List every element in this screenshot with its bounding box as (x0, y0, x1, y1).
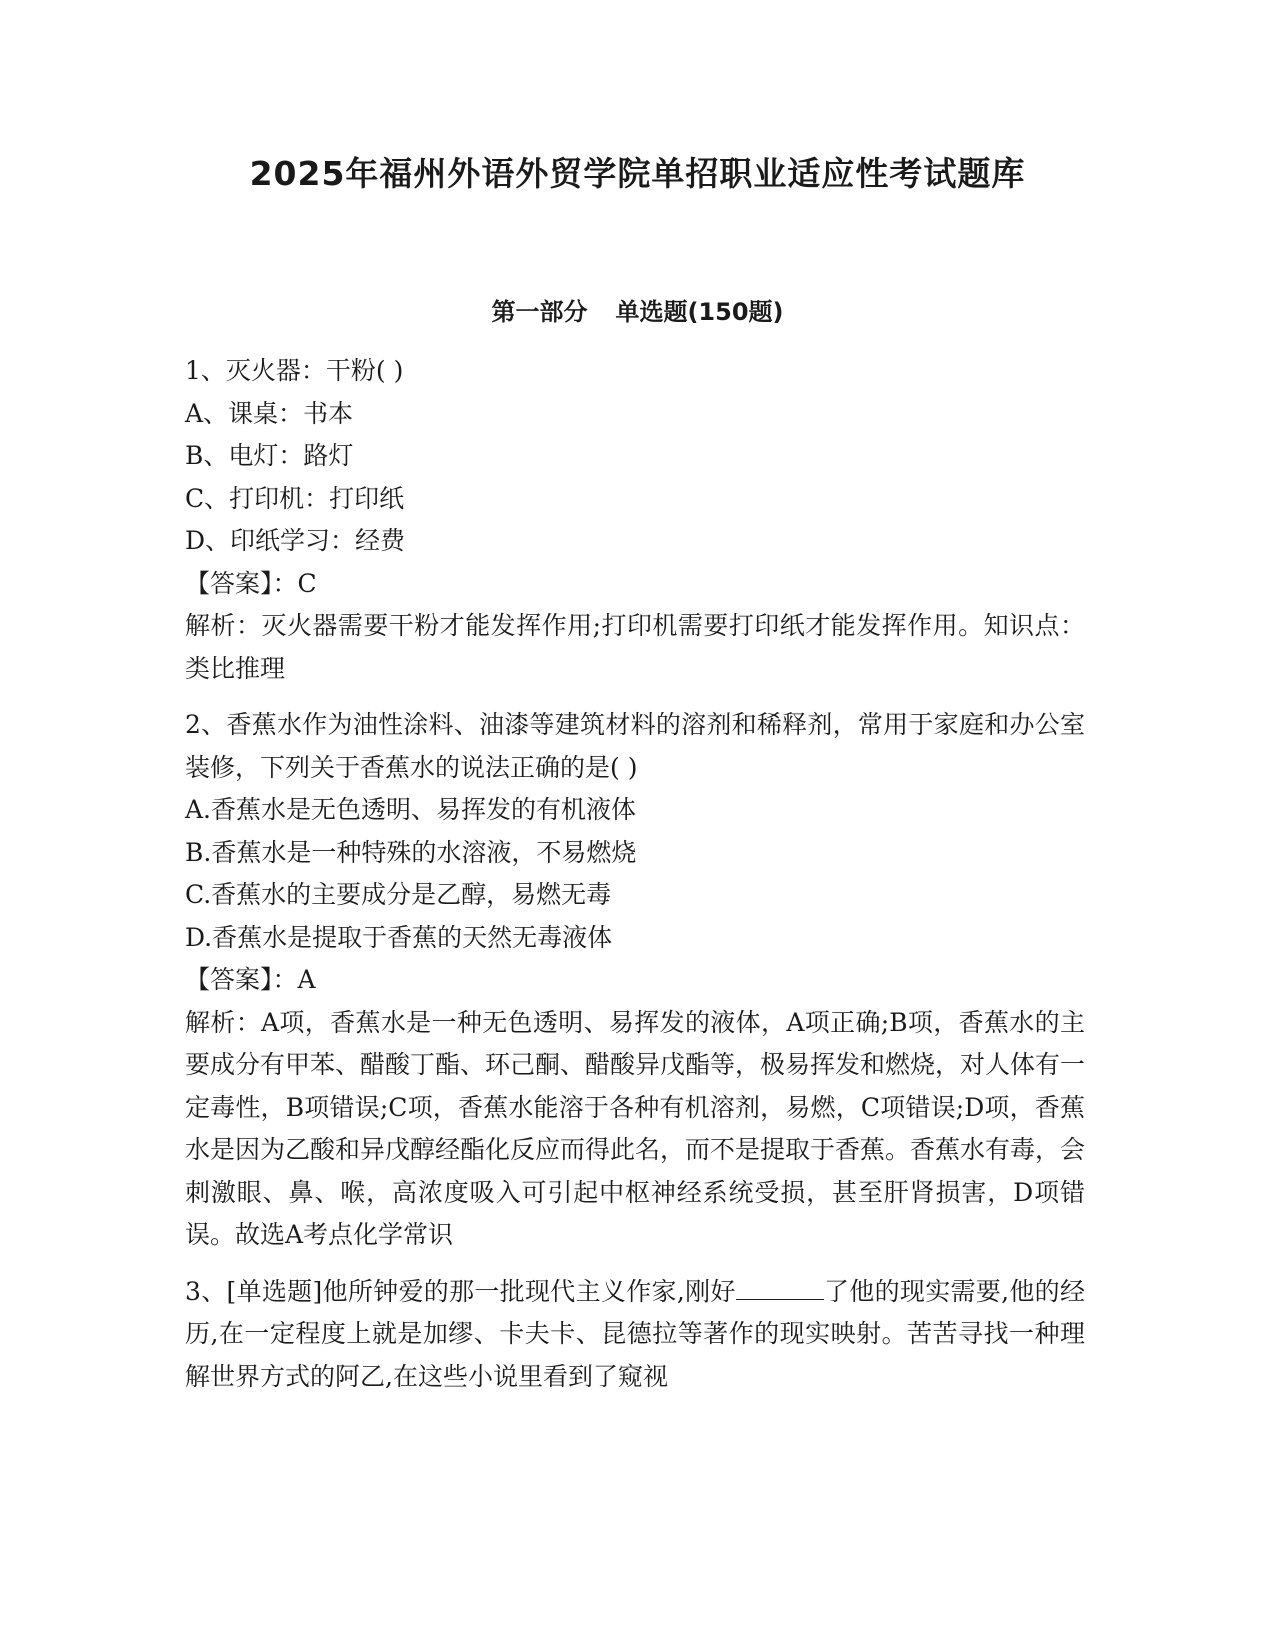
question-2 (185, 704, 1085, 1257)
fill-in-blank (736, 1277, 824, 1300)
stem-after-blank: 了他的现实需要,他的经历,在一定程度上就是加缪、卡夫卡、昆德拉等著作的现实映射。苦苦寻找一种理解世界方式的阿乙,在这些小说里看到了窥视 (185, 1276, 1085, 1391)
option-b: B、电灯：路灯 (185, 441, 354, 470)
analysis: 解析：A项，香蕉水是一种无色透明、易挥发的液体，A项正确;B项，香蕉水的主要成分有甲苯、醋酸丁酯、环己酮、醋酸异戊酯等，极易挥发和燃烧，对人体有一定毒性，B项错误;C项，香蕉水能溶于各种有机溶剂，易燃，C项错误;D项，香蕉水是因为乙酸和异戊醇经酯化反应而得此名，而不是提取于香蕉。香蕉水有毒，会刺激眼、鼻、喉，高浓度吸入可引起中枢神经系统受损，甚至肝肾损害，D项错误。故选A考点化学常识 (185, 1007, 1086, 1249)
stem-before-blank: 3、[单选题]他所钟爱的那一批现代主义作家,刚好 (185, 1276, 736, 1306)
section-heading (0, 292, 1275, 327)
section-name: 单选题(150题) (615, 298, 784, 326)
section-part: 第一部分 (491, 298, 588, 326)
document-title: 2025年福州外语外贸学院单招职业适应性考试题库 (249, 154, 1026, 193)
question-1 (185, 350, 1085, 690)
option-d: D、印纸学习：经费 (185, 526, 406, 555)
analysis: 解析：灭火器需要干粉才能发挥作用;打印机需要打印纸才能发挥作用。知识点：类比推理 (185, 611, 1085, 683)
option-c: C.香蕉水的主要成分是乙醇，易燃无毒 (185, 880, 612, 909)
question-stem (185, 1271, 1085, 1399)
question-3 (185, 1271, 1085, 1399)
question-stem: 2、香蕉水作为油性涂料、油漆等建筑材料的溶剂和稀释剂，常用于家庭和办公室装修，下列关于香蕉水的说法正确的是( ) (185, 710, 1085, 782)
answer: 【答案】：C (185, 568, 317, 598)
option-d: D.香蕉水是提取于香蕉的天然无毒液体 (185, 922, 613, 952)
option-a: A、课桌：书本 (185, 398, 354, 428)
answer: 【答案】：A (185, 965, 316, 994)
option-b: B.香蕉水是一种特殊的水溶液，不易燃烧 (185, 837, 637, 867)
option-c: C、打印机：打印纸 (185, 483, 405, 513)
option-a: A.香蕉水是无色透明、易挥发的有机液体 (185, 795, 637, 824)
question-list (185, 350, 1085, 1412)
question-stem: 1、灭火器：干粉( ) (185, 356, 404, 385)
